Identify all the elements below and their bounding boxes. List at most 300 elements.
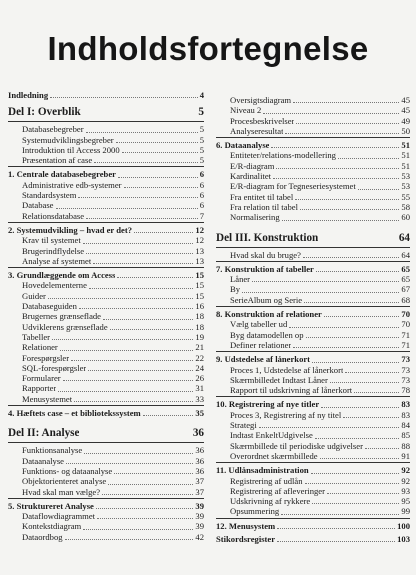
toc-page-number: 83 [401,399,410,410]
toc-page-number: 73 [401,364,410,375]
toc-entry-label: 8. Konstruktion af relationer [216,309,322,320]
toc-subentry [216,150,410,160]
toc-chapter-entry [8,501,204,511]
toc-chapter-entry [216,534,410,544]
toc-subentry [8,301,204,311]
dot-leader [56,208,198,209]
toc-subentry [8,145,204,155]
toc-subentry [216,340,410,350]
toc-entry-label: Stikordsregister [216,533,276,544]
dot-leader [338,158,399,159]
toc-page-number: 21 [195,342,204,353]
dot-leader [305,483,400,484]
toc-left-column [8,90,204,542]
toc-entry-label: Indledning [8,90,49,100]
toc-entry-label: Registrering af udlån [230,475,303,486]
dot-leader [71,360,193,361]
toc-page-number: 16 [195,301,204,312]
toc-page-number: 92 [401,475,410,486]
toc-page-number: 15 [195,280,204,291]
toc-subentry [216,410,410,420]
dot-leader [134,232,193,233]
toc-entry-label: 11. Udlånsadministration [216,465,309,476]
dot-leader [252,281,399,282]
divider [216,137,410,138]
toc-entry-label: Brugerindflydelse [22,245,85,256]
dot-leader [94,162,198,163]
toc-page-number: 22 [195,352,204,363]
toc-entry-label: Tabeller [22,331,51,342]
dot-leader [93,263,193,264]
toc-entry-label: Administrative edb-systemer [22,179,122,190]
toc-subentry [8,124,204,134]
dot-leader [293,347,399,348]
toc-subentry [8,256,204,266]
toc-entry-label: Database [22,200,54,211]
toc-page-number: 5 [199,155,204,166]
toc-page-number: 53 [401,171,410,182]
toc-page-number: 36 [195,455,204,466]
toc-subentry [216,212,410,222]
toc-subentry [216,181,410,191]
toc-page-number: 18 [195,321,204,332]
toc-page-number: 92 [401,465,410,476]
toc-subentry [8,476,204,486]
dot-leader [89,288,194,289]
divider [8,498,204,499]
toc-page-number: 31 [195,383,204,394]
toc-entry-label: Del I: Overblik [8,106,81,119]
toc-page-number: 4 [199,90,204,100]
toc-page-number: 5 [199,134,204,145]
toc-page-number: 51 [401,150,410,161]
toc-page-number: 37 [195,476,204,487]
toc-subentry [216,274,410,284]
toc-entry-label: Kontekstdiagram [22,521,82,532]
dot-leader [86,218,198,219]
dot-leader [321,407,399,408]
toc-page-number: 71 [401,339,410,350]
toc-subentry [8,211,204,221]
dot-leader [48,298,194,299]
toc-page-number: 15 [195,270,204,281]
spacer [8,100,204,103]
dot-leader [277,528,395,529]
toc-subentry [216,365,410,375]
toc-page-number: 45 [401,105,410,116]
dot-leader [304,302,399,303]
dot-leader [124,187,198,188]
divider [8,166,204,167]
toc-entry-label: Udskrivning af rykkere [230,496,311,507]
toc-entry-label: Niveau 2 [230,105,262,116]
dot-leader [116,142,198,143]
dot-leader [83,243,194,244]
toc-subentry [8,332,204,342]
dot-leader [50,97,198,98]
toc-entry-label: Registrering af afleveringer [230,485,325,496]
toc-entry-label: Analyse af systemet [22,255,92,266]
toc-entry-label: Dataordbog [22,531,63,542]
toc-subentry [8,394,204,404]
toc-page-number: 64 [398,231,410,244]
toc-page-number: 103 [397,533,410,544]
toc-page-number: 85 [401,430,410,441]
dot-leader [74,401,193,402]
toc-subentry [8,487,204,497]
divider [216,351,410,352]
toc-chapter-entry [216,309,410,319]
toc-page-number: 95 [401,496,410,507]
dot-leader [118,177,198,178]
toc-page-number: 5 [198,106,204,119]
dot-leader [300,209,399,210]
dot-leader [327,493,399,494]
divider [216,396,410,397]
divider [8,121,204,122]
toc-entry-label: Skærmbillede til periodiske udgivelser [230,440,363,451]
toc-section-heading [8,105,204,120]
dot-leader [110,329,194,330]
toc-entry-label: Låner [230,274,251,285]
toc-entry-label: Indtast EnkeltUdgivelse [230,430,313,441]
toc-entry-label: Krav til systemet [22,235,81,246]
toc-page-number: 39 [195,511,204,522]
toc-entry-label: Brugernes grænseflade [22,311,101,322]
toc-subentry [216,330,410,340]
toc-subentry [8,342,204,352]
dot-leader [316,271,400,272]
toc-subentry [216,250,410,260]
toc-subentry [216,486,410,496]
dot-leader [296,123,399,124]
divider [216,247,410,248]
toc-page-number: 42 [195,531,204,542]
toc-page-number: 55 [401,191,410,202]
toc-entry-label: Fra entitet til tabel [230,191,294,202]
dot-leader [365,448,399,449]
dot-leader [86,253,193,254]
toc-page-number: 33 [195,393,204,404]
toc-page-number: 78 [401,385,410,396]
toc-subentry [8,521,204,531]
toc-entry-label: Formularer [22,373,61,384]
toc-subentry [8,373,204,383]
toc-page-number: 26 [195,373,204,384]
toc-page-number: 6 [199,200,204,211]
toc-entry-label: Hvad skal du bruge? [230,249,301,260]
toc-page-number: 60 [401,212,410,223]
toc-entry-label: Dataanalyse [22,455,64,466]
toc-entry-label: 2. Systemudvikling – hvad er det? [8,224,132,235]
toc-page-number: 65 [401,274,410,285]
dot-leader [281,514,399,515]
toc-chapter-entry [216,264,410,274]
page-title: Indholdsfortegnelse [47,30,369,67]
dot-leader [345,372,399,373]
toc-entry-label: Byg datamodellen op [230,329,304,340]
toc-entry-label: Strategi [230,420,257,431]
toc-subentry [8,511,204,521]
toc-subentry [216,105,410,115]
dot-leader [285,133,399,134]
dot-leader [97,518,193,519]
toc-entry-label: Entiteter/relations-modellering [230,150,336,161]
dot-leader [84,453,193,454]
toc-entry-label: Dataflowdiagrammet [22,511,96,522]
dot-leader [263,113,399,114]
spacer [8,418,204,424]
toc-page-number: 88 [401,440,410,451]
toc-entry-label: Opsummering [230,506,280,517]
toc-subentry [8,180,204,190]
dot-leader [295,199,399,200]
toc-page-number: 73 [401,354,410,365]
toc-page-number: 12 [195,235,204,246]
toc-entry-label: 12. Menusystem [216,520,276,531]
toc-entry-label: 4. Hæftets case – et bibliotekssystem [8,408,141,419]
dot-leader [83,529,193,530]
toc-subentry [8,200,204,210]
toc-page-number: 58 [401,201,410,212]
toc-entry-label: Rapporter [22,383,57,394]
divider [8,267,204,268]
toc-entry-label: Oversigtsdiagram [230,95,292,105]
dot-leader [303,257,400,258]
dot-leader [273,178,399,179]
toc-entry-label: Hovedelementerne [22,280,87,291]
toc-entry-label: Udviklerens grænseflade [22,321,108,332]
toc-entry-label: Kardinalitet [230,171,272,182]
toc-page-number: 93 [401,485,410,496]
toc-entry-label: Objektorienteret analyse [22,476,107,487]
toc-page-number: 19 [195,331,204,342]
toc-entry-label: Overordnet skærmbillede [230,450,318,461]
toc-subentry [8,456,204,466]
toc-page-number: 39 [195,521,204,532]
toc-subentry [216,202,410,212]
dot-leader [324,316,400,317]
toc-subentry [216,496,410,506]
dot-leader [312,503,399,504]
toc-subentry [216,116,410,126]
toc-page-number: 7 [199,210,204,221]
dot-leader [315,438,400,439]
toc-page-number: 49 [401,115,410,126]
toc-chapter-entry [216,140,410,150]
toc-entry-label: Fra relation til tabel [230,201,299,212]
toc-page-number: 6 [199,179,204,190]
toc-subentry [8,466,204,476]
dot-leader [242,292,399,293]
toc-entry-label: Guider [22,290,46,301]
toc-page-number: 5 [199,144,204,155]
toc-page-number: 91 [401,450,410,461]
dot-leader [52,339,193,340]
toc-page-number: 6 [199,190,204,201]
toc-page-number: 83 [401,409,410,420]
spacer [216,223,410,229]
toc-page-number: 5 [199,124,204,135]
toc-page-number: 67 [401,284,410,295]
dot-leader [276,168,399,169]
toc-entry-label: Præsentation af case [22,155,93,166]
dot-leader [114,473,193,474]
dot-leader [122,152,198,153]
toc-subentry [8,135,204,145]
toc-page-number: 39 [195,500,204,511]
dot-leader [58,391,193,392]
toc-page-number: 64 [401,249,410,260]
dot-leader [354,392,399,393]
dot-leader [108,484,193,485]
dot-leader [289,327,399,328]
toc-entry-label: Menusystemet [22,393,73,404]
toc-subentry [216,476,410,486]
toc-entry-label: SQL-forespørgsler [22,362,87,373]
toc-chapter-entry [216,399,410,409]
toc-right-column [216,95,410,544]
toc-page-number: 51 [401,140,410,151]
toc-subentry [8,280,204,290]
toc-entry-label: Introduktion til Access 2000 [22,144,120,155]
toc-entry-label: SerieAlbum og Serie [230,294,303,305]
toc-page-number: 15 [195,290,204,301]
toc-section-heading [8,426,204,441]
toc-page-number: 68 [401,294,410,305]
toc-entry-label: 1. Centrale databasebegreber [8,169,116,180]
toc-entry-label: Hvad skal man vælge? [22,486,101,497]
dot-leader [343,417,399,418]
toc-entry-label: By [230,284,241,295]
toc-subentry [8,353,204,363]
dot-leader [312,362,399,363]
toc-subentry [8,311,204,321]
toc-chapter-entry [216,521,410,531]
toc-entry-label: Funktions- og dataanalyse [22,465,113,476]
toc-page-number: 70 [401,319,410,330]
dot-leader [117,277,193,278]
toc-entry-label: 7. Konstruktion af tabeller [216,263,314,274]
dot-leader [65,539,194,540]
toc-page-number: 13 [195,255,204,266]
toc-entry-label: Standardsystem [22,190,77,201]
toc-subentry [216,284,410,294]
toc-entry-label: Normalisering [230,212,280,223]
toc-subentry [216,295,410,305]
dot-leader [311,473,400,474]
toc-entry-label: 9. Udstedelse af lånerkort [216,354,311,365]
toc-subentry [8,532,204,542]
toc-subentry [8,246,204,256]
toc-entry-label: Funktionsanalyse [22,445,83,456]
toc-entry-label: Definer relationer [230,339,292,350]
toc-page-number: 70 [401,309,410,320]
toc-page-number: 36 [195,465,204,476]
dot-leader [143,415,194,416]
toc-entry-label: Proces 1, Udstedelse af lånerkort [230,364,344,375]
dot-leader [88,370,193,371]
dot-leader [103,319,193,320]
dot-leader [63,380,194,381]
toc-page-number: 37 [195,486,204,497]
divider [8,405,204,406]
dot-leader [320,458,400,459]
toc-entry-label: Rapport til udskrivning af lånerkort [230,385,353,396]
toc-page-number: 36 [192,427,204,440]
toc-entry-label: Skærmbilledet Indtast Låner [230,374,328,385]
dot-leader [66,463,193,464]
dot-leader [60,350,194,351]
toc-page-number: 12 [195,224,204,235]
dot-leader [79,308,194,309]
toc-page-number: 45 [401,95,410,105]
toc-entry-label: 3. Grundlæggende om Access [8,270,116,281]
dot-leader [96,508,194,509]
toc-page-number: 24 [195,362,204,373]
toc-chapter-entry [8,90,204,100]
toc-subentry [8,190,204,200]
toc-entry-label: Procesbeskrivelser [230,115,295,126]
toc-subentry [216,451,410,461]
toc-entry-label: Forespørgsler [22,352,70,363]
toc-subentry [216,319,410,329]
divider [8,442,204,443]
divider [216,261,410,262]
dot-leader [330,382,400,383]
toc-chapter-entry [8,408,204,418]
toc-subentry [8,363,204,373]
toc-entry-label: Relationer [22,342,58,353]
toc-page-number: 13 [195,245,204,256]
toc-page-number: 100 [397,520,410,531]
toc-chapter-entry [216,465,410,475]
toc-entry-label: Relationsdatabase [22,210,85,221]
toc-subentry [216,441,410,451]
toc-subentry [216,385,410,395]
toc-chapter-entry [8,270,204,280]
toc-page-number: 84 [401,420,410,431]
toc-entry-label: Vælg tabeller ud [230,319,288,330]
toc-entry-label: Del III. Konstruktion [216,231,319,244]
divider [216,462,410,463]
divider [8,222,204,223]
toc-page-number: 36 [195,445,204,456]
divider [216,306,410,307]
toc-page-number: 65 [401,263,410,274]
toc-entry-label: E/R-diagram [230,160,275,171]
dot-leader [259,427,400,428]
dot-leader [102,494,193,495]
toc-entry-label: Systemudviklingsbegreber [22,134,114,145]
toc-subentry [216,420,410,430]
toc-entry-label: Del II: Analyse [8,427,80,440]
toc-entry-label: Proces 3, Registrering af ny titel [230,409,342,420]
toc-chapter-entry [8,169,204,179]
toc-subentry [8,155,204,165]
toc-subentry [8,235,204,245]
toc-page-number: 53 [401,181,410,192]
toc-entry-label: 10. Registrering af nye titler [216,399,320,410]
toc-page-number: 51 [401,160,410,171]
dot-leader [358,189,400,190]
dot-leader [271,147,399,148]
toc-chapter-entry [216,354,410,364]
toc-entry-label: E/R-diagram for Tegneseriesystemet [230,181,356,192]
toc-entry-label: 6. Dataanalyse [216,140,270,151]
toc-subentry [216,192,410,202]
toc-page-number: 99 [401,506,410,517]
